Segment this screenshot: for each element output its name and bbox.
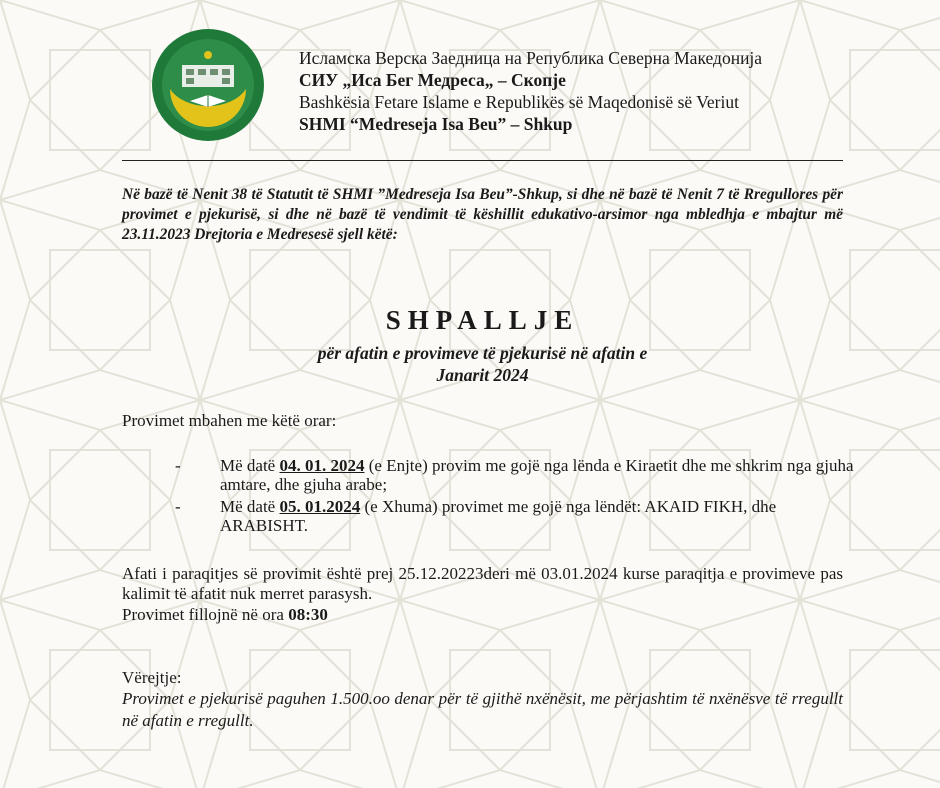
exam-details: (e Xhuma) provimet me gojë nga lëndët: AKAID FIKH, dhe ARABISHT. xyxy=(220,497,777,535)
institution-header xyxy=(299,47,762,135)
list-dash: - xyxy=(175,456,181,475)
subtitle-line-2: Janarit 2024 xyxy=(436,365,529,385)
exam-prefix: Më datë xyxy=(220,456,280,475)
school-seal-logo xyxy=(150,27,266,143)
header-line-mk: Исламска Верска Заедница на Република Северна Македонија xyxy=(299,48,763,68)
header-line-sq: Bashkësia Fetare Islame e Republikës së Maqedonisë së Veriut xyxy=(299,92,739,112)
document-title: SHPALLJE xyxy=(385,305,580,335)
document-subtitle xyxy=(122,342,843,386)
list-item xyxy=(175,497,855,535)
header-line-mk-school: СИУ „Иса Бег Медреса„ – Скопје xyxy=(299,70,566,90)
exam-date: 04. 01. 2024 xyxy=(279,456,365,475)
start-text: Provimet fillojnë në ora xyxy=(122,605,289,624)
subtitle-line-1: për afatin e provimeve të pjekurisë në afatin e xyxy=(317,343,648,363)
exam-prefix: Më datë xyxy=(220,497,280,516)
start-time-value: 08:30 xyxy=(288,605,328,624)
exam-date: 05. 01.2024 xyxy=(279,497,361,516)
note-label: Vërejtje: xyxy=(122,668,182,687)
exam-details: (e Enjte) provim me gojë nga lënda e Kiraetit dhe me shkrim nga gjuha amtare, dhe gjuha arabe; xyxy=(220,456,854,494)
schedule-intro: Provimet mbahen me këtë orar: xyxy=(122,411,337,430)
header-divider xyxy=(122,160,843,161)
exam-start-time xyxy=(122,605,328,625)
list-item xyxy=(175,456,855,494)
header-line-sq-school: SHMI “Medreseja Isa Beu” – Shkup xyxy=(299,114,573,134)
list-dash: - xyxy=(175,497,181,516)
legal-basis-paragraph: Në bazë të Nenit 38 të Statutit të SHMI ”Medreseja Isa Beu”-Shkup, si dhe në bazë të Nenit 7 të Rregullores për provimet e pjekurisë, si dhe në bazë të vendimit të këshillit edukativo-arsimor nga mbledhja e mbajtur më 23.11.2023 Drejtoria e Medresesë sjell këtë: xyxy=(122,186,843,243)
exam-schedule-list xyxy=(175,456,855,538)
registration-deadline-paragraph: Afati i paraqitjes së provimit është prej 25.12.20223deri më 03.01.2024 kurse paraqitja e provimeve pas kalimit të afatit nuk merret parasysh. xyxy=(122,564,843,603)
note-text: Provimet e pjekurisë paguhen 1.500.oo denar për të gjithë nxënësit, me përjashtim të nxënësve të rregullt në afatin e rregullt. xyxy=(122,689,843,730)
